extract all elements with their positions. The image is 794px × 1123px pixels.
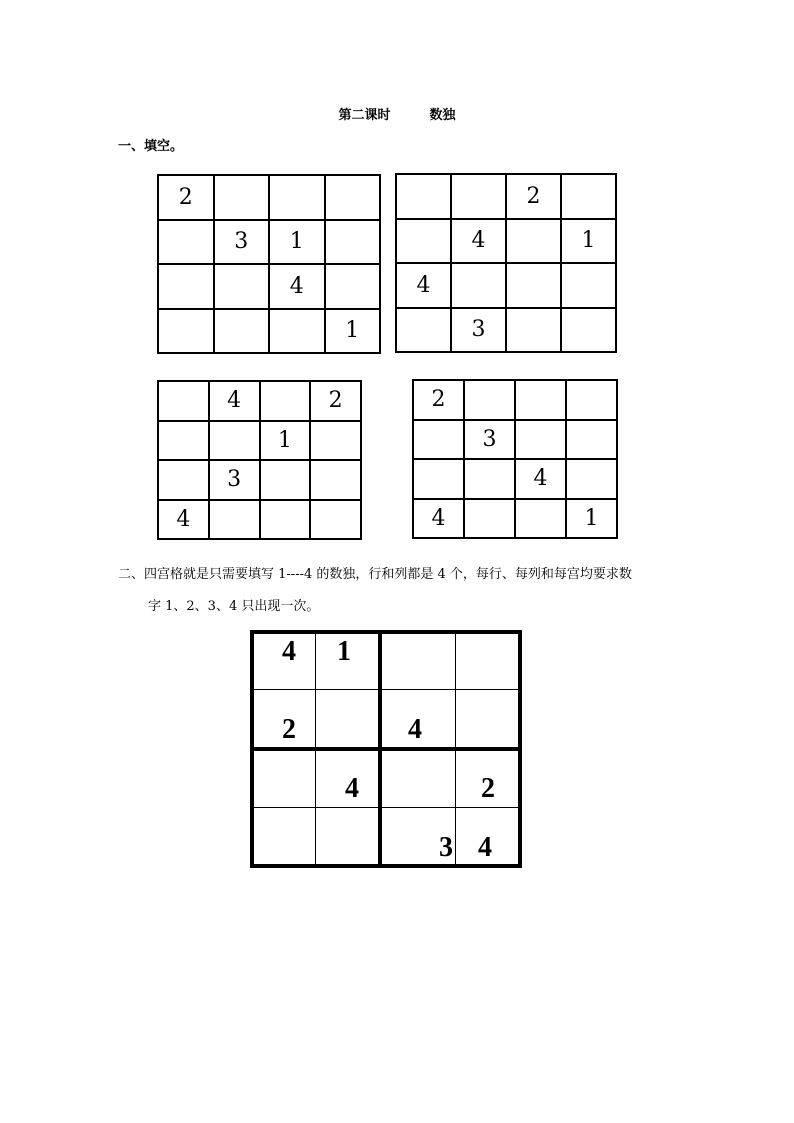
grid-cell [269,175,325,220]
grid-cell: 3 [464,420,515,460]
big-sudoku-grid [250,630,522,868]
grid-cell: 4 [451,219,506,264]
grid-cell [396,308,451,353]
grid-cell [464,459,515,499]
grid-cell [413,420,464,460]
grid-cell [325,175,381,220]
grid-cell [451,263,506,308]
grid-cell: 2 [158,175,214,220]
grid-cell: 2 [413,380,464,420]
sudoku-grid-4 [412,379,618,539]
grid-cell [566,420,617,460]
grid-border [250,864,522,868]
grid-cell [158,421,209,461]
grid-cell: 1 [566,499,617,539]
grid-cell [310,460,361,500]
grid-cell: 1 [561,219,616,264]
big-grid-cell: 4 [345,773,359,804]
cell-divider [315,630,316,868]
big-grid-cell: 1 [337,636,351,667]
grid-cell [158,309,214,354]
grid-cell [561,174,616,219]
big-grid-cell: 3 [439,832,453,863]
section2-text [118,559,688,623]
grid-cell [260,381,311,421]
grid-cell: 4 [396,263,451,308]
grid-cell: 4 [413,499,464,539]
grid-cell [506,308,561,353]
grid-cell [515,420,566,460]
grid-cell: 1 [325,309,381,354]
grid-cell [451,174,506,219]
big-grid-cell: 4 [408,714,422,745]
grid-cell [214,175,270,220]
page-title: 第二课时 数独 [338,108,456,123]
grid-cell: 3 [451,308,506,353]
grid-cell [214,309,270,354]
grid-cell: 1 [260,421,311,461]
box-divider [250,747,522,751]
cell-divider [250,689,522,690]
big-grid-cell: 2 [481,773,495,804]
grid-cell [310,421,361,461]
grid-cell [413,459,464,499]
cell-divider [455,630,456,868]
grid-cell: 2 [506,174,561,219]
grid-cell [260,500,311,540]
grid-cell: 1 [269,220,325,265]
grid-cell: 4 [158,500,209,540]
grid-cell: 3 [209,460,260,500]
grid-cell [396,174,451,219]
grid-border [250,630,522,634]
grid-cell [561,308,616,353]
grid-cell [214,264,270,309]
sudoku-grid-2 [395,173,617,353]
section2-line1: 二、四宫格就是只需要填写 1----4 的数独，行和列都是 4 个，每行、每列和每宫均要求数 [118,567,632,582]
big-grid-cell: 4 [282,636,296,667]
grid-cell: 4 [269,264,325,309]
grid-cell [158,460,209,500]
grid-cell [158,381,209,421]
grid-cell [515,499,566,539]
grid-cell [158,220,214,265]
grid-cell [561,263,616,308]
sudoku-grid-1 [157,174,381,354]
grid-cell [325,264,381,309]
sudoku-grid-3 [157,380,362,540]
grid-cell [464,380,515,420]
cell-divider [250,807,522,808]
section2-line2: 字 1、2、3、4 只出现一次。 [148,599,320,614]
grid-cell [209,421,260,461]
grid-cell: 4 [209,381,260,421]
grid-cell: 2 [310,381,361,421]
big-grid-cell: 4 [478,832,492,863]
grid-cell: 3 [214,220,270,265]
grid-cell [396,219,451,264]
grid-cell [325,220,381,265]
grid-cell [515,380,566,420]
grid-cell [209,500,260,540]
grid-cell [464,499,515,539]
grid-cell [269,309,325,354]
grid-cell [158,264,214,309]
grid-cell [506,263,561,308]
section1-label: 一、填空。 [118,139,184,154]
grid-cell [566,459,617,499]
grid-cell [310,500,361,540]
grid-cell [260,460,311,500]
grid-cell: 4 [515,459,566,499]
grid-cell [566,380,617,420]
big-grid-cell: 2 [282,714,296,745]
grid-cell [506,219,561,264]
